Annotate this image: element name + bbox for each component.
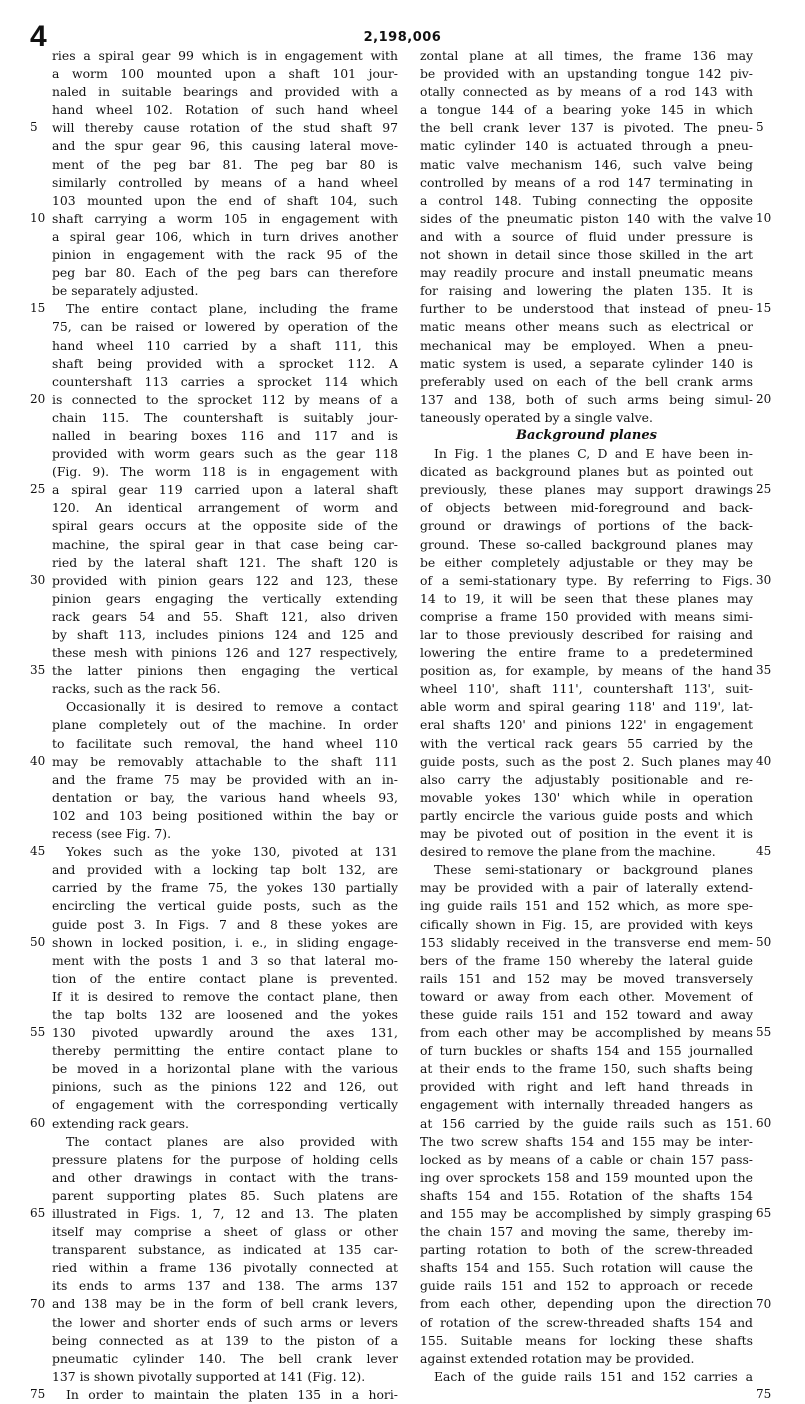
text-line: a spiral gear 106, which in turn drives another xyxy=(52,228,398,244)
text-line: not shown in detail since those skilled in the art xyxy=(420,247,753,263)
line-number-right: 45 xyxy=(756,844,772,859)
text-line: racks, such as the rack 56. xyxy=(52,681,221,697)
text-line: sides of the pneumatic piston 140 with the valve xyxy=(420,210,753,226)
text-line: be either completely adjustable or they may be xyxy=(420,554,753,570)
text-line: pinion in engagement with the rack 95 of the xyxy=(52,247,398,263)
line-number-left: 60 xyxy=(30,1115,46,1130)
text-line: provided with worm gears such as the gear 118 xyxy=(52,446,398,462)
text-line: a control 148. Tubing connecting the opposite xyxy=(420,192,753,208)
patent-number: 2,198,006 xyxy=(363,30,442,45)
text-line: matic cylinder 140 is actuated through a pneu- xyxy=(420,138,753,154)
text-line: be separately adjusted. xyxy=(52,283,199,299)
text-line: also carry the adjustably positionable and re- xyxy=(420,771,753,787)
text-line: its ends to arms 137 and 138. The arms 137 xyxy=(52,1278,398,1294)
text-line: the tap bolts 132 are loosened and the yokes xyxy=(52,1006,398,1022)
text-line: a worm 100 mounted upon a shaft 101 jour- xyxy=(52,66,398,82)
text-line: taneously operated by a single valve. xyxy=(420,409,653,425)
text-line: rails 151 and 152 may be moved transversely xyxy=(420,970,753,986)
text-line: Occasionally it is desired to remove a contact xyxy=(66,699,398,715)
line-number-left: 20 xyxy=(30,391,46,406)
text-line: and other drawings in contact with the trans- xyxy=(52,1169,398,1185)
line-number-left: 35 xyxy=(30,663,46,678)
text-line: these mesh with pinions 126 and 127 respectively, xyxy=(52,645,398,661)
text-line: controlled by means of a rod 147 terminating in xyxy=(420,174,753,190)
text-line: mechanical may be employed. When a pneu- xyxy=(420,337,753,353)
text-line: The two screw shafts 154 and 155 may be inter- xyxy=(420,1133,753,1149)
text-line: 153 slidably received in the transverse end mem- xyxy=(420,934,753,950)
text-line: be moved in a horizontal plane with the various xyxy=(52,1061,398,1077)
line-number-right: 65 xyxy=(756,1206,772,1221)
text-line: previously, these planes may support drawings xyxy=(420,482,753,498)
line-number-right: 75 xyxy=(756,1387,772,1402)
text-line: eral shafts 120' and pinions 122' in engagement xyxy=(420,717,753,733)
line-number-right: 60 xyxy=(756,1115,772,1130)
text-line: shaft carrying a worm 105 in engagement with xyxy=(52,210,398,226)
text-line: machine, the spiral gear in that case being car- xyxy=(52,536,398,552)
text-line: bers of the frame 150 whereby the lateral guide xyxy=(420,952,753,968)
line-number-left: 45 xyxy=(30,844,46,859)
line-number-right: 10 xyxy=(756,210,772,225)
text-line: 120. An identical arrangement of worm and xyxy=(52,500,398,516)
page-number: 4 xyxy=(30,20,47,53)
text-line: engagement with internally threaded hangers as xyxy=(420,1097,753,1113)
text-line: at 156 carried by the guide rails such as 151. xyxy=(420,1115,753,1131)
text-line: Yokes such as the yoke 130, pivoted at 131 xyxy=(66,844,398,860)
text-line: 102 and 103 being positioned within the bay or xyxy=(52,807,398,823)
text-line: itself may comprise a sheet of glass or other xyxy=(52,1224,398,1240)
section-heading: Background planes xyxy=(516,427,657,443)
text-line: comprise a frame 150 provided with means simi- xyxy=(420,608,753,624)
text-line: ground or drawings of portions of the back- xyxy=(420,518,753,534)
line-number-right: 35 xyxy=(756,663,772,678)
text-line: lar to those previously described for raising and xyxy=(420,627,753,642)
text-line: matic means other means such as electrical or xyxy=(420,319,753,335)
text-line: These semi-stationary or background planes xyxy=(434,862,753,878)
text-line: for raising and lowering the platen 135. It is xyxy=(420,283,753,299)
text-line: parent supporting plates 85. Such platens are xyxy=(52,1187,398,1203)
text-line: partly encircle the various guide posts and which xyxy=(420,807,753,823)
text-line: may be removably attachable to the shaft 111 xyxy=(52,753,398,769)
text-line: toward or away from each other. Movement of xyxy=(420,988,753,1004)
line-number-left: 70 xyxy=(30,1296,46,1311)
text-line: position as, for example, by means of the hand xyxy=(420,663,753,679)
line-number-left: 5 xyxy=(30,120,38,135)
text-line: by shaft 113, includes pinions 124 and 125 and xyxy=(52,627,398,642)
text-line: preferably used on each of the bell crank arms xyxy=(420,373,753,389)
text-line: the lower and shorter ends of such arms or levers xyxy=(52,1314,398,1330)
text-line: hand wheel 110 carried by a shaft 111, this xyxy=(52,337,398,353)
text-line: ried by the lateral shaft 121. The shaft 120 is xyxy=(52,554,398,570)
text-line: dentation or bay, the various hand wheels 93, xyxy=(52,789,398,805)
left-text-column xyxy=(52,47,398,1404)
text-line: from each other, depending upon the direction xyxy=(420,1296,753,1312)
text-line: extending rack gears. xyxy=(52,1115,189,1131)
line-number-right: 70 xyxy=(756,1296,772,1311)
text-line: and with a source of fluid under pressure is xyxy=(420,228,753,244)
text-line: If it is desired to remove the contact plane, then xyxy=(52,988,398,1004)
line-number-left: 30 xyxy=(30,572,46,587)
text-line: pinions, such as the pinions 122 and 126, out xyxy=(52,1079,398,1095)
text-line: parting rotation to both of the screw-threaded xyxy=(420,1242,753,1258)
text-line: 137 and 138, both of such arms being simul- xyxy=(420,391,753,407)
text-line: 103 mounted upon the end of shaft 104, such xyxy=(52,192,398,208)
text-line: In order to maintain the platen 135 in a hori- xyxy=(66,1386,398,1402)
text-line: peg bar 80. Each of the peg bars can therefore xyxy=(52,265,398,281)
text-line: of turn buckles or shafts 154 and 155 journalled xyxy=(420,1043,753,1059)
line-number-right: 40 xyxy=(756,753,772,768)
text-line: The contact planes are also provided with xyxy=(66,1133,398,1149)
text-line: recess (see Fig. 7). xyxy=(52,826,172,842)
text-line: pressure platens for the purpose of holding cells xyxy=(52,1151,398,1167)
text-line: shafts 154 and 155. Such rotation will cause the xyxy=(420,1260,753,1276)
text-line: be provided with an upstanding tongue 142 piv- xyxy=(420,66,753,82)
line-number-right: 50 xyxy=(756,934,772,949)
text-line: desired to remove the plane from the machine. xyxy=(420,844,716,860)
line-number-left: 15 xyxy=(30,301,46,316)
text-line: naled in suitable bearings and provided with a xyxy=(52,84,398,100)
line-number-left: 25 xyxy=(30,482,46,497)
text-line: 137 is shown pivotally supported at 141 (Fig. 12). xyxy=(52,1368,366,1384)
text-line: a tongue 144 of a bearing yoke 145 in which xyxy=(420,102,753,118)
text-line: wheel 110', shaft 111', countershaft 113', suit- xyxy=(420,681,753,697)
text-line: dicated as background planes but as pointed out xyxy=(420,464,753,480)
text-line: 14 to 19, it will be seen that these planes may xyxy=(420,590,753,606)
text-line: 155. Suitable means for locking these shafts xyxy=(420,1332,753,1348)
text-line: tion of the entire contact plane is prevented. xyxy=(52,970,398,986)
text-line: ried within a frame 136 pivotally connected at xyxy=(52,1260,398,1276)
text-line: lowering the entire frame to a predetermined xyxy=(420,645,753,661)
text-line: pinion gears engaging the vertically extending xyxy=(52,590,398,606)
line-number-right: 30 xyxy=(756,572,772,587)
text-line: (Fig. 9). The worm 118 is in engagement with xyxy=(52,464,398,480)
text-line: of engagement with the corresponding vertically xyxy=(52,1097,398,1113)
text-line: cifically shown in Fig. 15, are provided with keys xyxy=(420,916,753,932)
line-number-left: 75 xyxy=(30,1387,46,1402)
line-number-right: 25 xyxy=(756,482,772,497)
text-line: the latter pinions then engaging the vertical xyxy=(52,663,398,679)
text-line: shafts 154 and 155. Rotation of the shafts 154 xyxy=(420,1187,753,1203)
text-line: the chain 157 and moving the same, thereby im- xyxy=(420,1224,753,1240)
text-line: of rotation of the screw-threaded shafts 154 and xyxy=(420,1314,753,1330)
line-number-right: 20 xyxy=(756,391,772,406)
line-number-right: 55 xyxy=(756,1025,772,1040)
text-line: able worm and spiral gearing 118' and 119', lat- xyxy=(420,699,753,715)
text-line: 75, can be raised or lowered by operation of the xyxy=(52,319,398,335)
line-number-left: 40 xyxy=(30,753,46,768)
text-line: guide posts, such as the post 2. Such planes may xyxy=(420,753,753,769)
text-line: to facilitate such removal, the hand wheel 110 xyxy=(52,735,398,751)
line-number-left: 55 xyxy=(30,1025,46,1040)
text-line: The entire contact plane, including the frame xyxy=(66,301,398,317)
text-line: otally connected as by means of a rod 143 with xyxy=(420,84,753,100)
text-line: and 138 may be in the form of bell crank levers, xyxy=(52,1296,398,1312)
text-line: at their ends to the frame 150, such shafts being xyxy=(420,1061,753,1077)
text-line: transparent substance, as indicated at 135 car- xyxy=(52,1242,398,1258)
text-line: ment with the posts 1 and 3 so that lateral mo- xyxy=(52,952,398,968)
text-line: countershaft 113 carries a sprocket 114 which xyxy=(52,373,398,389)
text-line: zontal plane at all times, the frame 136 may xyxy=(420,48,753,63)
text-line: against extended rotation may be provided. xyxy=(420,1350,695,1366)
text-line: 130 pivoted upwardly around the axes 131, xyxy=(52,1025,398,1041)
text-line: locked as by means of a cable or chain 157 pass- xyxy=(420,1151,753,1167)
line-number-right: 15 xyxy=(756,301,772,316)
text-line: nalled in bearing boxes 116 and 117 and is xyxy=(52,427,398,443)
text-line: matic valve mechanism 146, such valve being xyxy=(420,156,753,172)
text-line: plane completely out of the machine. In order xyxy=(52,717,398,733)
text-line: the bell crank lever 137 is pivoted. The pneu- xyxy=(420,120,753,136)
text-line: and 155 may be accomplished by simply grasping xyxy=(420,1206,753,1221)
text-line: carried by the frame 75, the yokes 130 partially xyxy=(52,880,398,896)
text-line: these guide rails 151 and 152 toward and away xyxy=(420,1006,753,1022)
text-line: and the spur gear 96, this causing lateral move- xyxy=(52,138,398,154)
text-line: similarly controlled by means of a hand wheel xyxy=(52,174,398,190)
text-line: guide rails 151 and 152 to approach or recede xyxy=(420,1278,753,1294)
text-line: provided with pinion gears 122 and 123, these xyxy=(52,572,398,588)
text-line: movable yokes 130' which while in operation xyxy=(420,789,753,805)
text-line: a spiral gear 119 carried upon a lateral shaft xyxy=(52,482,398,498)
text-line: shown in locked position, i. e., in sliding engage- xyxy=(52,934,398,950)
text-line: rack gears 54 and 55. Shaft 121, also driven xyxy=(52,608,398,624)
text-line: pneumatic cylinder 140. The bell crank lever xyxy=(52,1350,398,1366)
text-line: provided with right and left hand threads in xyxy=(420,1079,753,1095)
text-line: In Fig. 1 the planes C, D and E have been in- xyxy=(434,446,753,462)
text-line: ment of the peg bar 81. The peg bar 80 is xyxy=(52,156,398,172)
text-line: shaft being provided with a sprocket 112. A xyxy=(52,355,398,371)
text-line: further to be understood that instead of pneu- xyxy=(420,301,753,317)
text-line: chain 115. The countershaft is suitably jour- xyxy=(52,409,398,425)
text-line: may readily procure and install pneumatic means xyxy=(420,265,753,281)
text-line: being connected as at 139 to the piston of a xyxy=(52,1332,398,1348)
right-text-column xyxy=(420,47,753,1386)
text-line: illustrated in Figs. 1, 7, 12 and 13. The platen xyxy=(52,1206,398,1221)
text-line: thereby permitting the entire contact plane to xyxy=(52,1043,398,1059)
line-number-right: 5 xyxy=(756,120,764,135)
text-line: ing over sprockets 158 and 159 mounted upon the xyxy=(420,1169,753,1185)
text-line: encircling the vertical guide posts, such as the xyxy=(52,898,398,914)
text-line: with the vertical rack gears 55 carried by the xyxy=(420,735,753,751)
line-number-left: 10 xyxy=(30,210,46,225)
text-line: is connected to the sprocket 112 by means of a xyxy=(52,391,398,407)
text-line: from each other may be accomplished by means xyxy=(420,1025,753,1041)
text-line: will thereby cause rotation of the stud shaft 97 xyxy=(52,120,398,136)
text-line: may be pivoted out of position in the event it is xyxy=(420,826,753,842)
text-line: and provided with a locking tap bolt 132, are xyxy=(52,862,398,878)
text-line: ries a spiral gear 99 which is in engagement with xyxy=(52,48,398,63)
text-line: of objects between mid-foreground and back- xyxy=(420,500,753,516)
text-line: matic system is used, a separate cylinder 140 is xyxy=(420,355,753,371)
text-line: ground. These so-called background planes may xyxy=(420,536,753,552)
line-number-left: 65 xyxy=(30,1206,46,1221)
text-line: may be provided with a pair of laterally extend- xyxy=(420,880,753,896)
text-line: and the frame 75 may be provided with an in- xyxy=(52,771,398,787)
text-line: ing guide rails 151 and 152 which, as more spe- xyxy=(420,898,753,914)
text-line: hand wheel 102. Rotation of such hand wheel xyxy=(52,102,398,118)
text-line: guide post 3. In Figs. 7 and 8 these yokes are xyxy=(52,916,398,932)
text-line: spiral gears occurs at the opposite side of the xyxy=(52,518,398,534)
line-number-left: 50 xyxy=(30,934,46,949)
text-line: of a semi-stationary type. By referring to Figs. xyxy=(420,572,753,588)
text-line: Each of the guide rails 151 and 152 carries a xyxy=(434,1368,753,1384)
